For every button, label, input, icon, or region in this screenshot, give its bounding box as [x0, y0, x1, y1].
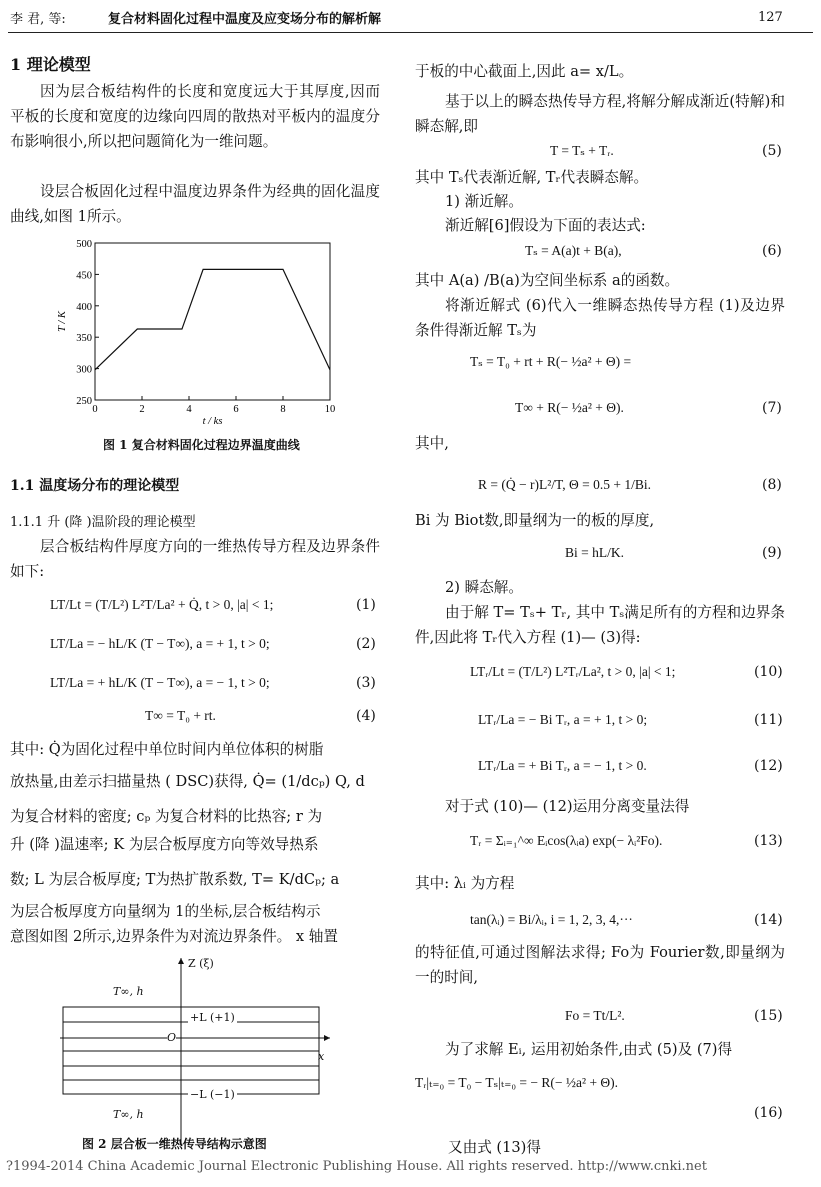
- paragraph-rate: 升 (降 )温速率; K 为层合板厚度方向等效导热系: [10, 836, 319, 853]
- fig2-minus-label: −L (−1): [190, 1088, 235, 1101]
- x-tick-label: 10: [324, 404, 336, 415]
- paragraph-where: 其中,: [415, 435, 449, 452]
- equation-8: R = (Q̇ − r)L²/T, Θ = 0.5 + 1/Bi.: [478, 477, 651, 492]
- fig2-plus-label: +L (+1): [190, 1011, 235, 1024]
- section-1-1-title: 1.1 温度场分布的理论模型: [10, 478, 180, 494]
- paragraph-eigenvalue: 的特征值,可通过图解法求得; Fo为 Fourier数,即量纲为一的时间,: [415, 944, 785, 986]
- fig2-top-condition: T∞, h: [113, 985, 144, 998]
- subheading-asymptotic: 1) 渐近解。: [445, 193, 523, 210]
- paragraph-substitute: 将渐近解式 (6)代入一维瞬态热传导方程 (1)及边界条件得渐近解 Tₛ为: [415, 297, 785, 339]
- equation-14: tan(λᵢ) = Bi/λᵢ, i = 1, 2, 3, 4,···: [470, 912, 633, 927]
- equation-2: LT/La = − hL/K (T − T∞), a = + 1, t > 0;: [50, 636, 270, 651]
- equation-12: LTᵣ/La = + Bi Tᵣ, a = − 1, t > 0.: [478, 758, 647, 773]
- equation-11-number: (11): [754, 712, 783, 728]
- paragraph-from-13: 又由式 (13)得: [448, 1139, 541, 1156]
- equation-14-number: (14): [754, 912, 783, 928]
- y-tick-label: 500: [76, 239, 92, 250]
- y-tick-label: 300: [76, 364, 92, 376]
- y-tick-label: 450: [76, 270, 92, 282]
- section-1-1-1-title: 1.1.1 升 (降 )温阶段的理论模型: [10, 515, 196, 530]
- fig1-caption: 图 1 复合材料固化过程边界温度曲线: [103, 438, 300, 452]
- equation-5-number: (5): [762, 143, 782, 159]
- equation-16: Tᵣ|ₜ₌₀ = T₀ − Tₛ|ₜ₌₀ = − R(− ½a² + Θ).: [415, 1075, 619, 1090]
- equation-1-number: (1): [356, 597, 376, 613]
- y-tick-label: 250: [76, 396, 92, 407]
- y-axis-label: T / K: [57, 311, 68, 332]
- equation-4-number: (4): [356, 708, 376, 724]
- paragraph-intro: 因为层合板结构件的长度和宽度远大于其厚度,因而平板的长度和宽度的边缘向四周的散热对平板内的温度分布影响很小,所以把问题简化为一维问题。: [10, 83, 380, 150]
- paragraph-asymptotic-assume: 渐近解[6]假设为下面的表达式:: [445, 217, 646, 234]
- equation-2-number: (2): [356, 636, 376, 652]
- header-rule: [8, 32, 813, 33]
- fig2-bottom-condition: T∞, h: [113, 1108, 144, 1121]
- running-header-author: 李 君, 等:: [10, 12, 66, 27]
- paragraph-density: 为复合材料的密度; cₚ 为复合材料的比热容; r 为: [10, 808, 323, 825]
- paragraph-decomposition: 基于以上的瞬态热传导方程,将解分解成渐近(特解)和瞬态解,即: [415, 93, 785, 135]
- equation-11: LTᵣ/La = − Bi Tᵣ, a = + 1, t > 0;: [478, 712, 648, 727]
- fig2-diagram: [55, 950, 355, 1150]
- equation-4: T∞ = T₀ + rt.: [145, 708, 216, 723]
- equation-5: T = Tₛ + Tᵣ.: [550, 143, 614, 158]
- plot-frame: [95, 243, 330, 400]
- paragraph-lambda: 其中: λᵢ 为方程: [415, 875, 515, 892]
- copyright-footer: ?1994-2014 China Academic Journal Electronic Publishing House. All rights reserved. http://www.cnki.net: [6, 1159, 707, 1174]
- equation-1: LT/Lt = (T/L²) L²T/La² + Q̇, t > 0, |a| < 1;: [50, 597, 274, 612]
- fig1-chart: [40, 233, 360, 433]
- running-header-title: 复合材料固化过程中温度及应变场分布的解析解: [108, 12, 382, 27]
- fig2-x-label: x: [318, 1050, 325, 1063]
- equation-16-number: (16): [754, 1105, 783, 1121]
- paragraph-coordinate: 为层合板厚度方向量纲为 1的坐标,层合板结构示: [10, 903, 321, 920]
- paragraph-heat-equation: 层合板结构件厚度方向的一维热传导方程及边界条件如下:: [10, 538, 380, 580]
- equation-10: LTᵣ/Lt = (T/L²) L²Tᵣ/La², t > 0, |a| < 1;: [470, 664, 676, 679]
- x-tick-label: 0: [92, 404, 98, 415]
- paragraph-diffusivity: 数; L 为层合板厚度; T为热扩散系数, T= K/dCₚ; a: [10, 871, 340, 888]
- paragraph-center-plane: 于板的中心截面上,因此 a= x/L。: [415, 63, 634, 80]
- y-tick-label: 350: [76, 333, 92, 345]
- paragraph-separation: 对于式 (10)— (12)运用分离变量法得: [445, 798, 690, 815]
- section-1-title: 1 理论模型: [10, 55, 91, 74]
- equation-3-number: (3): [356, 675, 376, 691]
- series-line: [95, 269, 330, 369]
- equation-6: Tₛ = A(a)t + B(a),: [525, 243, 622, 258]
- equation-3: LT/La = + hL/K (T − T∞), a = − 1, t > 0;: [50, 675, 270, 690]
- equation-15: Fo = Tt/L².: [565, 1008, 625, 1023]
- equation-9: Bi = hL/K.: [565, 545, 624, 560]
- x-tick-label: 4: [186, 404, 192, 415]
- paragraph-AB-functions: 其中 A(a) /B(a)为空间坐标系 a的函数。: [415, 272, 680, 289]
- equation-7-number: (7): [762, 400, 782, 416]
- paragraph-transient-substitute: 由于解 T= Tₛ+ Tᵣ, 其中 Tₛ满足所有的方程和边界条件,因此将 Tᵣ代入方程 (1)— (3)得:: [415, 604, 785, 646]
- x-axis-label: t / ks: [202, 416, 223, 427]
- paragraph-Q-formula: 放热量,由差示扫描量热 ( DSC)获得, Q̇= (1/dcₚ) Q, d: [10, 773, 365, 790]
- x-tick-label: 2: [139, 404, 145, 415]
- paragraph-biot: Bi 为 Biot数,即量纲为一的板的厚度,: [415, 512, 655, 529]
- subheading-transient: 2) 瞬态解。: [445, 579, 523, 596]
- fig2-z-label: Z (ξ): [188, 957, 214, 970]
- fig2-caption: 图 2 层合板一维热传导结构示意图: [82, 1137, 267, 1151]
- equation-7-line2: T∞ + R(− ½a² + Θ).: [515, 400, 624, 415]
- x-tick-label: 8: [280, 404, 286, 415]
- paragraph-Q-definition: 其中: Q̇为固化过程中单位时间内单位体积的树脂: [10, 741, 324, 758]
- paragraph-ts-tr: 其中 Tₛ代表渐近解, Tᵣ代表瞬态解。: [415, 169, 649, 186]
- equation-6-number: (6): [762, 243, 782, 259]
- y-tick-label: 400: [76, 301, 92, 313]
- paragraph-schematic: 意图如图 2所示,边界条件为对流边界条件。 x 轴置: [10, 928, 338, 945]
- paragraph-boundary: 设层合板固化过程中温度边界条件为经典的固化温度曲线,如图 1所示。: [10, 183, 380, 225]
- equation-12-number: (12): [754, 758, 783, 774]
- fig2-origin-label: O: [167, 1031, 177, 1044]
- equation-7-line1: Tₛ = T₀ + rt + R(− ½a² + Θ) =: [470, 354, 632, 369]
- paragraph-initial-condition: 为了求解 Eᵢ, 运用初始条件,由式 (5)及 (7)得: [445, 1041, 733, 1058]
- x-tick-label: 6: [233, 404, 239, 415]
- equation-13-number: (13): [754, 833, 783, 849]
- equation-13: Tᵣ = Σᵢ₌₁^∞ Eᵢcos(λᵢa) exp(− λᵢ²Fo).: [470, 833, 663, 848]
- equation-8-number: (8): [762, 477, 782, 493]
- equation-9-number: (9): [762, 545, 782, 561]
- equation-15-number: (15): [754, 1008, 783, 1024]
- equation-10-number: (10): [754, 664, 783, 680]
- page-number: 127: [758, 10, 783, 25]
